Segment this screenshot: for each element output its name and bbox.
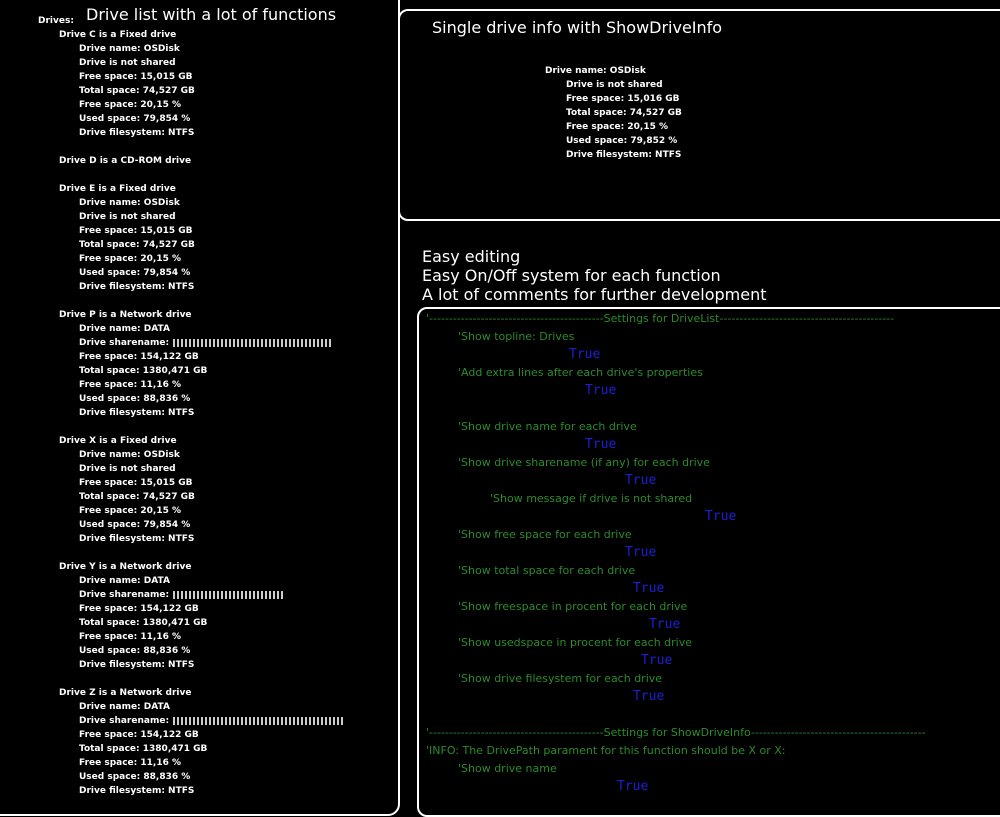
code-value: True [705, 509, 737, 524]
drive-property: Used space: 88,836 % [79, 772, 191, 782]
drive-property: Total space: 74,527 GB [79, 86, 195, 96]
drive-property: Drive is not shared [79, 58, 176, 68]
code-value: True [633, 581, 665, 596]
drive-property: Drive filesystem: NTFS [79, 128, 195, 138]
code-value: True [649, 617, 681, 632]
drive-property: Drive is not shared [79, 464, 176, 474]
drive-property: Free space: 154,122 GB [79, 352, 199, 362]
feature-item: A lot of comments for further development [422, 285, 767, 304]
drive-property: Drive filesystem: NTFS [79, 408, 195, 418]
drive-property: Drive filesystem: NTFS [79, 534, 195, 544]
drive-property: Drive name: OSDisk [79, 198, 180, 208]
single-drive-property: Total space: 74,527 GB [566, 108, 682, 118]
code-comment: 'Show freespace in procent for each drive [458, 600, 688, 613]
drive-property: Free space: 20,15 % [79, 254, 182, 264]
code-comment: 'Show drive name [458, 762, 557, 775]
code-comment: 'Show free space for each drive [458, 528, 632, 541]
drive-property: Drive sharename: [79, 588, 283, 602]
info-comment: 'INFO: The DrivePath parament for this function should be X or X: [426, 744, 786, 757]
drive-property: Drive sharename: [79, 714, 343, 728]
drive-header: Drive Z is a Network drive [59, 688, 192, 698]
code-comment: 'Show drive sharename (if any) for each drive [458, 456, 710, 469]
drive-property: Drive filesystem: NTFS [79, 660, 195, 670]
code-value: True [625, 473, 657, 488]
drive-property: Used space: 79,854 % [79, 114, 191, 124]
drive-property: Total space: 1380,471 GB [79, 366, 208, 376]
drive-property: Free space: 15,015 GB [79, 478, 193, 488]
drive-property: Drive sharename: [79, 336, 333, 350]
settings-drivelist-header: '--------------------------------------------Settings for DriveList-------------------------------------------- [426, 312, 895, 325]
code-comment: 'Show usedspace in procent for each drive [458, 636, 693, 649]
single-drive-property: Used space: 79,852 % [566, 136, 678, 146]
redacted-sharename [173, 717, 343, 725]
code-comment: 'Show drive name for each drive [458, 420, 637, 433]
drive-property: Drive name: DATA [79, 702, 170, 712]
drive-header: Drive P is a Network drive [59, 310, 192, 320]
drive-list-title: Drive list with a lot of functions [86, 5, 337, 24]
drive-property: Drive name: DATA [79, 576, 170, 586]
code-value: True [625, 545, 657, 560]
drive-property: Drive filesystem: NTFS [79, 282, 195, 292]
feature-list [422, 247, 766, 304]
feature-item: Easy On/Off system for each function [422, 266, 721, 285]
drive-property: Used space: 88,836 % [79, 646, 191, 656]
drive-property: Used space: 79,854 % [79, 268, 191, 278]
drives-label: Drives: [38, 16, 74, 26]
drive-property: Drive name: OSDisk [79, 450, 180, 460]
code-comment: 'Add extra lines after each drive's properties [458, 366, 703, 379]
single-drive-property: Free space: 15,016 GB [566, 94, 680, 104]
drive-property: Drive filesystem: NTFS [79, 786, 195, 796]
code-comment: 'Show total space for each drive [458, 564, 636, 577]
drive-header: Drive E is a Fixed drive [59, 184, 176, 194]
single-drive-property: Free space: 20,15 % [566, 122, 669, 132]
drive-property: Free space: 11,16 % [79, 632, 182, 642]
drive-property: Free space: 15,015 GB [79, 226, 193, 236]
code-value: True [585, 383, 617, 398]
drive-property: Total space: 1380,471 GB [79, 618, 208, 628]
drive-property: Total space: 74,527 GB [79, 492, 195, 502]
drive-property: Drive is not shared [79, 212, 176, 222]
code-value: True [585, 437, 617, 452]
settings-showdriveinfo-header: '--------------------------------------------Settings for ShowDriveInfo-------------------------------------------- [426, 726, 926, 739]
code-comment: 'Show topline: Drives [458, 330, 575, 343]
single-drive-info-title: Single drive info with ShowDriveInfo [432, 18, 723, 37]
drive-property: Free space: 11,16 % [79, 380, 182, 390]
drive-property: Free space: 20,15 % [79, 506, 182, 516]
code-value: True [569, 347, 601, 362]
code-value: True [633, 689, 665, 704]
single-drive-name: Drive name: OSDisk [545, 66, 646, 76]
single-drive-property: Drive is not shared [566, 80, 663, 90]
single-drive-property: Drive filesystem: NTFS [566, 150, 682, 160]
drive-property: Free space: 154,122 GB [79, 730, 199, 740]
code-value: True [617, 779, 649, 794]
feature-item: Easy editing [422, 247, 521, 266]
drive-property: Free space: 154,122 GB [79, 604, 199, 614]
drive-header: Drive Y is a Network drive [59, 562, 192, 572]
drive-header: Drive C is a Fixed drive [59, 30, 177, 40]
redacted-sharename [173, 339, 333, 347]
code-value: True [641, 653, 673, 668]
drive-property: Free space: 20,15 % [79, 100, 182, 110]
drive-header: Drive X is a Fixed drive [59, 436, 177, 446]
drive-property: Free space: 11,16 % [79, 758, 182, 768]
code-comment: 'Show message if drive is not shared [490, 492, 693, 505]
drive-property: Total space: 1380,471 GB [79, 744, 208, 754]
drive-property: Drive name: DATA [79, 324, 170, 334]
drive-property: Free space: 15,015 GB [79, 72, 193, 82]
drive-property: Used space: 88,836 % [79, 394, 191, 404]
drive-header: Drive D is a CD-ROM drive [59, 156, 192, 166]
single-drive-info-panel [398, 9, 1000, 221]
drive-property: Total space: 74,527 GB [79, 240, 195, 250]
redacted-sharename [173, 591, 283, 599]
code-comment: 'Show drive filesystem for each drive [458, 672, 663, 685]
drive-property: Used space: 79,854 % [79, 520, 191, 530]
drive-property: Drive name: OSDisk [79, 44, 180, 54]
